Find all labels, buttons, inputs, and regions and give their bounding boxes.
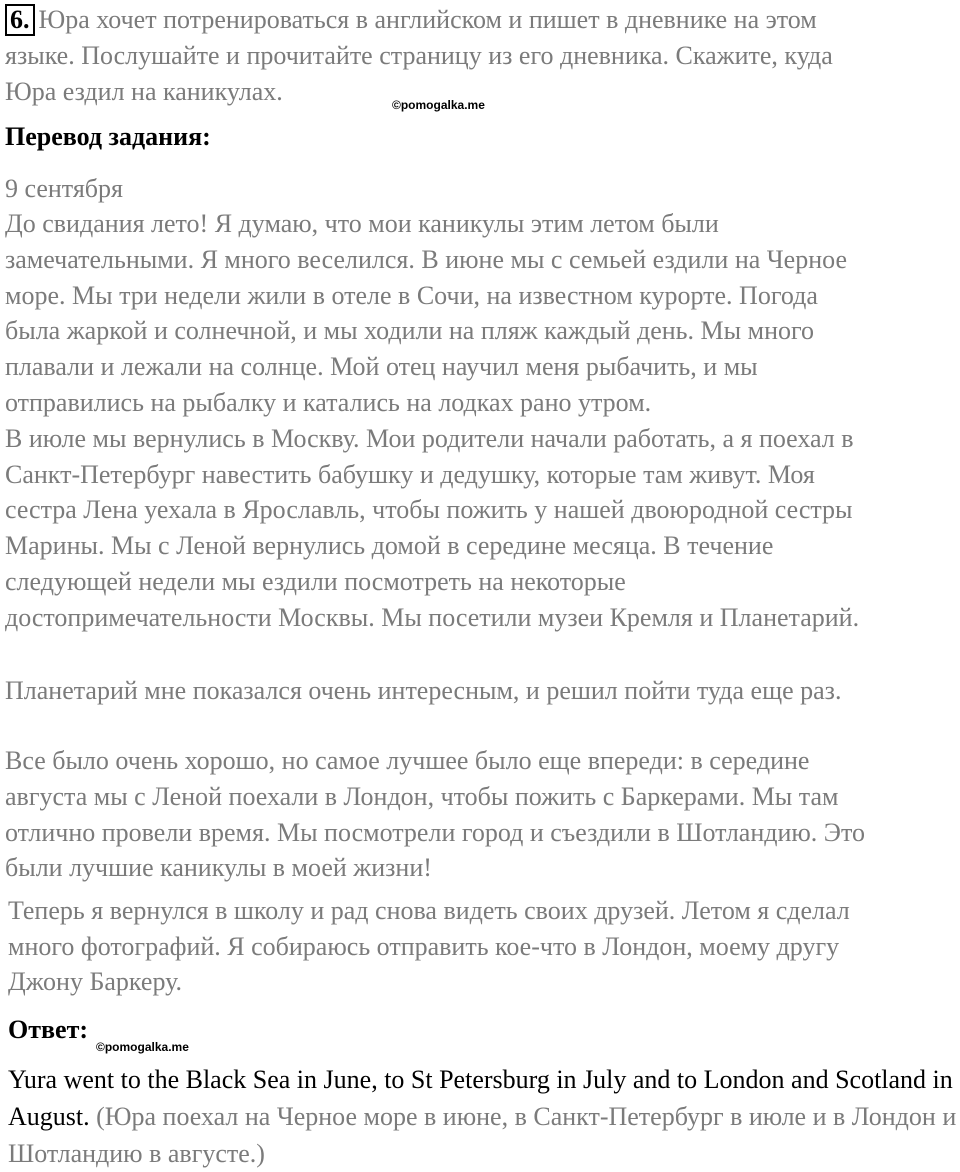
- task-line: Юра хочет потренироваться в английском и пишет в дневнике на этом: [38, 5, 817, 34]
- diary-line: следующей недели мы ездили посмотреть на некоторые: [5, 566, 626, 596]
- diary-line: отлично провели время. Мы посмотрели город и съездили в Шотландию. Это: [5, 817, 865, 847]
- task-line: Юра ездил на каникулах.: [5, 77, 283, 106]
- watermark: ©pomogalka.me: [392, 98, 485, 112]
- diary-paragraph-3: [5, 743, 960, 886]
- diary-date: 9 сентября: [5, 174, 123, 203]
- translation-heading: Перевод задания:: [5, 122, 211, 151]
- answer-heading: Ответ:: [8, 1015, 89, 1044]
- diary-line: море. Мы три недели жили в отеле в Сочи, на известном курорте. Погода: [5, 280, 818, 310]
- answer-english: Yura went to the Black Sea in June, to St Petersburg in July and to London and Scotland in August.: [8, 1065, 953, 1131]
- diary-line: сестра Лена уехала в Ярославль, чтобы пожить у нашей двоюродной сестры: [5, 495, 853, 525]
- diary-line: были лучшие каникулы в моей жизни!: [5, 853, 432, 883]
- task-line: языке. Послушайте и прочитайте страницу из его дневника. Скажите, куда: [5, 41, 833, 70]
- answer-text: [8, 1061, 958, 1172]
- diary-paragraph-2: [5, 673, 960, 709]
- diary-line: Джону Баркеру.: [8, 967, 183, 996]
- diary-line: много фотографий. Я собираюсь отправить кое-что в Лондон, моему другу: [8, 931, 840, 961]
- diary-line: Теперь я вернулся в школу и рад снова видеть своих друзей. Летом я сделал: [8, 896, 850, 925]
- diary-line: августа мы с Леной поехали в Лондон, чтобы пожить с Баркерами. Мы там: [5, 781, 839, 811]
- diary-line: В июле мы вернулись в Москву. Мои родители начали работать, а я поехал в: [5, 423, 854, 453]
- task-text: [5, 2, 955, 110]
- diary-paragraph-1: [5, 206, 960, 636]
- diary-line: плавали и лежали на солнце. Мой отец научил меня рыбачить, и мы: [5, 352, 758, 382]
- diary-line: Планетарий мне показался очень интересным, и решил пойти туда еще раз.: [5, 676, 842, 705]
- diary-line: замечательными. Я много веселился. В июне мы с семьей ездили на Черное: [5, 244, 847, 274]
- diary-line: Все было очень хорошо, но самое лучшее было еще впереди: в середине: [5, 746, 810, 775]
- diary-line: Санкт-Петербург навестить бабушку и дедушку, которые там живут. Моя: [5, 459, 815, 489]
- diary-line: Марины. Мы с Леной вернулись домой в середине месяца. В течение: [5, 531, 774, 561]
- diary-line: достопримечательности Москвы. Мы посетили музеи Кремля и Планетарий.: [5, 602, 860, 632]
- task-number: 6.: [5, 4, 35, 36]
- watermark: ©pomogalka.me: [96, 1040, 189, 1054]
- diary-line: отправились на рыбалку и катались на лодках рано утром.: [5, 387, 652, 417]
- diary-paragraph-4: [8, 893, 958, 1000]
- answer-russian: (Юра поехал на Черное море в июне, в Санкт-Петербург в июле и в Лондон и Шотландию в августе.): [8, 1102, 957, 1168]
- diary-line: была жаркой и солнечной, и мы ходили на пляж каждый день. Мы много: [5, 316, 814, 346]
- diary-line: До свидания лето! Я думаю, что мои каникулы этим летом были: [5, 209, 719, 238]
